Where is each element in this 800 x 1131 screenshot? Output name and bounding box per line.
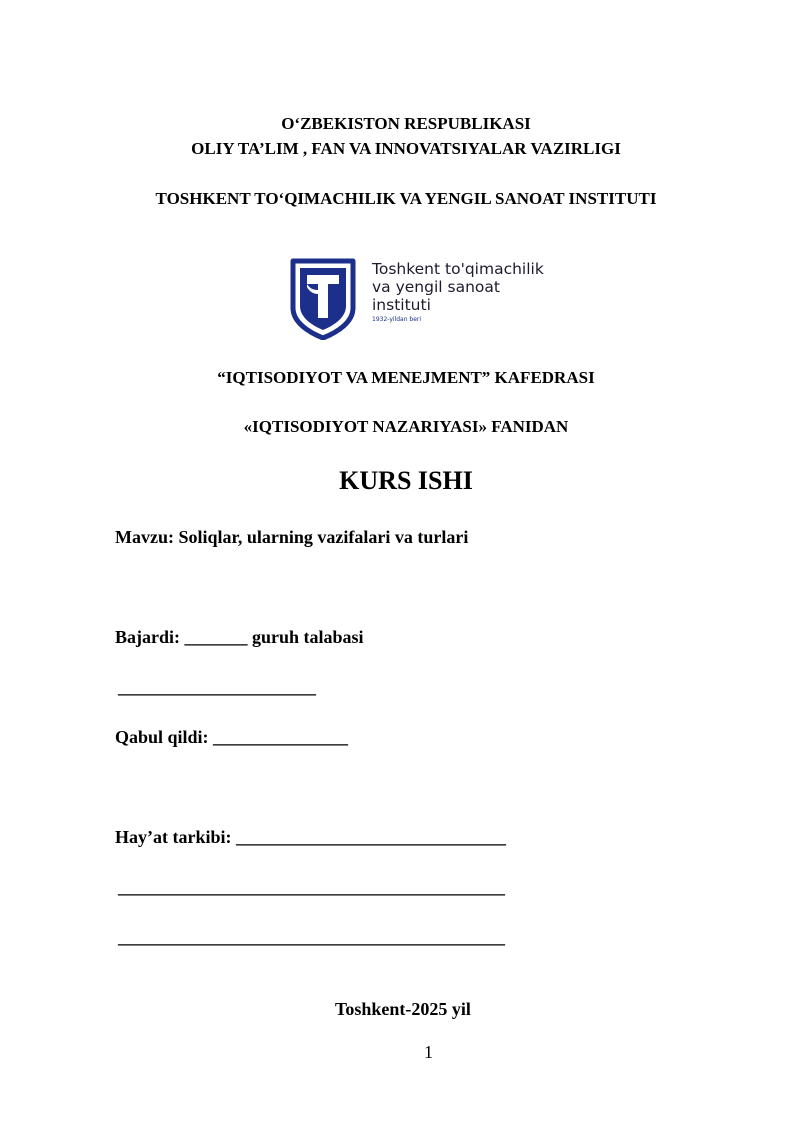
ministry-name-line: OLIY TA’LIM , FAN VA INNOVATSIYALAR VAZIRLIGI bbox=[191, 139, 621, 158]
committee-blank-1: ___________________________________________ bbox=[118, 877, 505, 897]
logo-text-line1: Toshkent to'qimachilik bbox=[372, 260, 544, 278]
document-title: KURS ISHI bbox=[339, 466, 473, 495]
city-year: Toshkent-2025 yil bbox=[335, 999, 471, 1019]
institute-logo bbox=[290, 258, 560, 340]
student-name-blank: ______________________ bbox=[118, 677, 316, 697]
ministry-country-line: O‘ZBEKISTON RESPUBLIKASI bbox=[281, 114, 531, 133]
institute-name: TOSHKENT TO‘QIMACHILIK VA YENGIL SANOAT INSTITUTI bbox=[155, 189, 657, 208]
page-number: 1 bbox=[424, 1042, 433, 1062]
accepted-by-field: Qabul qildi: _______________ bbox=[115, 727, 349, 747]
completed-by-field: Bajardi: _______ guruh talabasi bbox=[115, 627, 364, 647]
shield-logo-icon bbox=[290, 258, 356, 340]
logo-wordmark bbox=[372, 260, 544, 314]
committee-blank-2: ___________________________________________ bbox=[118, 927, 505, 947]
department-name: “IQTISODIYOT VA MENEJMENT” KAFEDRASI bbox=[217, 368, 595, 387]
logo-text-line3: instituti bbox=[372, 296, 431, 314]
topic-line: Mavzu: Soliqlar, ularning vazifalari va turlari bbox=[115, 527, 469, 547]
logo-text-line2: va yengil sanoat bbox=[372, 278, 500, 296]
logo-since-text: 1932-yildan beri bbox=[372, 316, 422, 323]
committee-field: Hay’at tarkibi: ______________________________ bbox=[115, 827, 506, 847]
subject-name: «IQTISODIYOT NAZARIYASI» FANIDAN bbox=[243, 417, 569, 436]
